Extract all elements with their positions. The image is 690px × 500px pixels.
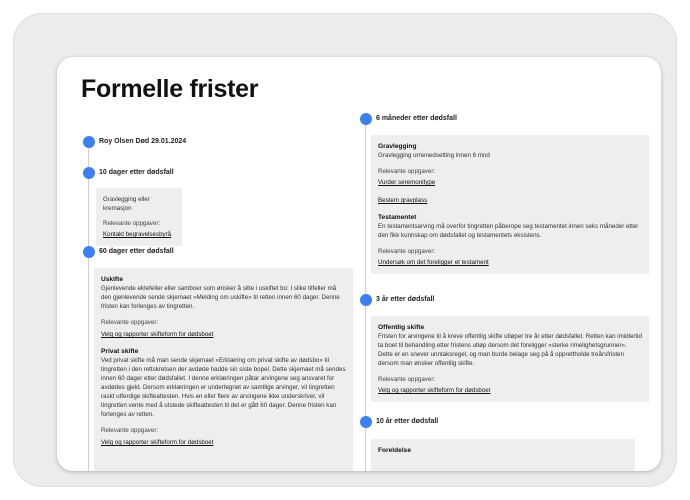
timeline-dot bbox=[360, 416, 372, 428]
tasks-label: Relevante oppgaver: bbox=[378, 248, 436, 255]
task-link[interactable]: Vurder seremonitype bbox=[378, 179, 436, 186]
timeline-dot bbox=[83, 246, 95, 258]
task-link[interactable]: Kontakt begravelsesbyrå bbox=[103, 231, 172, 238]
step-label-6-maneder: 6 måneder etter dødsfall bbox=[376, 115, 457, 122]
tasks-label: Relevante oppgaver: bbox=[378, 168, 436, 175]
device-frame bbox=[14, 14, 676, 486]
timeline-dot bbox=[360, 113, 372, 125]
step-label-3-ar: 3 år etter dødsfall bbox=[376, 296, 435, 303]
task-link[interactable]: Velg og rapporter skifteform for dødsboet bbox=[101, 331, 214, 338]
app-screen bbox=[57, 57, 661, 471]
section-text: Gravlegging urnenedsetting innen 6 mnd bbox=[378, 152, 490, 159]
left-timeline-line bbox=[88, 137, 89, 471]
task-link[interactable]: Velg og rapporter skifteform for dødsboet bbox=[101, 439, 214, 446]
section-text: Gjenlevende ektefeller eller samboer som ønsker å sitte i uskiftet bo: I slike tilfeller må den gjenlevende sende skjemaet «Melding om uskifte» til retten innen 60 dager. Denne fristen kan forlenges av tingretten. bbox=[101, 285, 340, 310]
section-text: Fristen for arvingene til å kreve offentlig skifte utløper tre år etter dødsfallet. Retten kan imidlertid ta boet til behandling etter fristens utløp dersom det foreligger «sterke rimelighetsgrunner». Dette er en snever unntaksregel, og man burde belage seg på å opprettholde treårsfristen dersom man ønsker offentlig skifte. bbox=[378, 333, 643, 367]
task-link[interactable]: Bestem gravplass bbox=[378, 197, 428, 204]
section-text: Ved privat skifte må man sende skjemaet «Erklæring om privat skifte av dødsbo» til tingretten i den rettskretsen der avdøde hadde sin siste bopel. Dette skjemaet må sendes innen 60 dager etter dødsfallet. I denne erklæringen påtar arvingene seg ansvaret for avdødes gjeld. Dersom erklæringen er undertegnet av samtlige arvinger, vil tingretten raskt utferdige skifteattesten. Hvis en eller flere av arvingene ikke underskriver, vil tingretten vente med å utstede skifteattesten til det er gått 60 dager. Denne fristen kan forlenges av retten. bbox=[101, 357, 346, 418]
timeline-dot bbox=[360, 294, 372, 306]
step-label-10-dager: 10 dager etter dødsfall bbox=[99, 169, 174, 176]
tasks-label: Relevante oppgaver: bbox=[101, 427, 159, 434]
task-link[interactable]: Velg og rapporter skifteform for dødsboet bbox=[378, 387, 491, 394]
tasks-label: Relevante oppgaver: bbox=[378, 376, 436, 383]
deadline-card bbox=[371, 439, 635, 471]
step-label-10-ar: 10 år etter dødsfall bbox=[376, 418, 439, 425]
section-heading: Offentlig skifte bbox=[378, 324, 425, 331]
deadline-card bbox=[371, 316, 649, 402]
step-label-60-dager: 60 dager etter dødsfall bbox=[99, 248, 174, 255]
task-link[interactable]: Undersøk om det foreligger et testament bbox=[378, 259, 489, 266]
section-heading: Foreldelse bbox=[378, 447, 411, 454]
deadline-card bbox=[94, 268, 353, 471]
tasks-label: Relevante oppgaver: bbox=[101, 319, 159, 326]
tasks-label: Relevante oppgaver: bbox=[103, 220, 161, 227]
page-title: Formelle frister bbox=[81, 75, 259, 103]
section-text: En testamentsarving må overfor tingretten påberope seg testamentet innen seks måneder etter den fikk kunnskap om dødsfallet og testamentets eksistens. bbox=[378, 223, 639, 239]
deadline-card bbox=[371, 135, 649, 274]
section-heading: Uskifte bbox=[101, 276, 123, 283]
timeline-dot bbox=[83, 167, 95, 179]
timeline-dot bbox=[83, 136, 95, 148]
section-heading: Gravlegging bbox=[378, 143, 417, 150]
card-text: Gravlegging eller kremasjon bbox=[103, 196, 150, 212]
section-heading: Privat skifte bbox=[101, 348, 139, 355]
person-info: Roy Olsen Død 29.01.2024 bbox=[99, 138, 187, 145]
deadline-card bbox=[96, 188, 182, 246]
section-heading: Testamentet bbox=[378, 214, 417, 221]
